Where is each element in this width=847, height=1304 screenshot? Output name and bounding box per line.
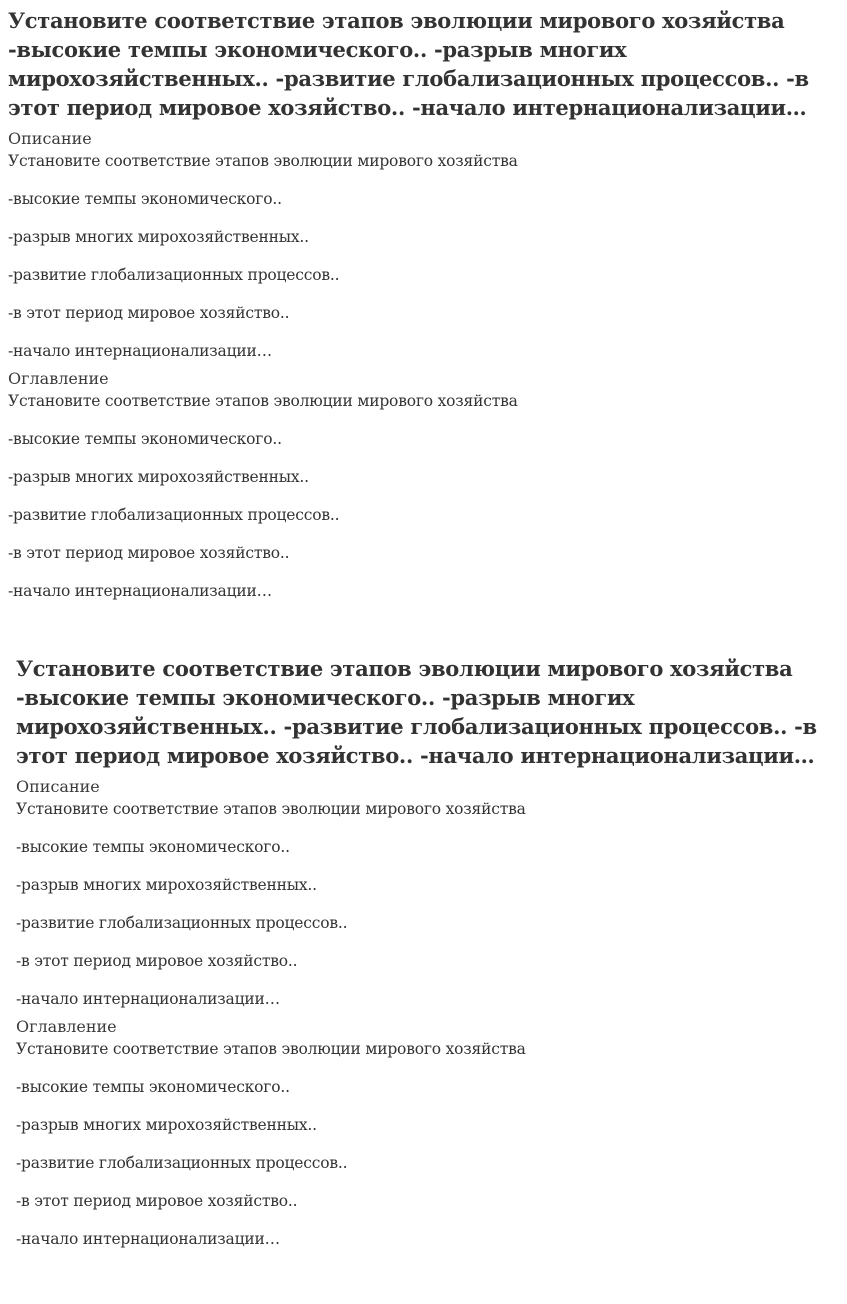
description-line: -начало интернационализации… (8, 342, 272, 360)
description-label: Описание (8, 129, 92, 148)
description-line: -разрыв многих мирохозяйственных.. (8, 228, 309, 246)
toc-item: -начало интернационализации… (16, 1230, 280, 1248)
toc-item: -высокие темпы экономического.. (16, 1078, 290, 1096)
description-line: -высокие темпы экономического.. (8, 190, 282, 208)
description-line: -в этот период мировое хозяйство.. (8, 304, 290, 322)
description-line: -разрыв многих мирохозяйственных.. (16, 876, 317, 894)
toc-item: -разрыв многих мирохозяйственных.. (16, 1116, 317, 1134)
description-line: Установите соответствие этапов эволюции мирового хозяйства (8, 152, 518, 170)
description-line: -развитие глобализационных процессов.. (16, 914, 348, 932)
content-block-1 (0, 6, 847, 602)
page-title: Установите соответствие этапов эволюции мирового хозяйства -высокие темпы экономического.. -разрыв многих мирохозяйственных.. -развитие глобализационных процессов.. -в этот период мировое хозяйство.. -начало интернационализации… (8, 8, 809, 120)
toc-item: Установите соответствие этапов эволюции мирового хозяйства (8, 392, 518, 410)
description-line: Установите соответствие этапов эволюции мирового хозяйства (16, 800, 526, 818)
toc-item: -в этот период мировое хозяйство.. (16, 1192, 298, 1210)
description-line: -развитие глобализационных процессов.. (8, 266, 340, 284)
description-label: Описание (16, 777, 100, 796)
page-title: Установите соответствие этапов эволюции мирового хозяйства -высокие темпы экономического.. -разрыв многих мирохозяйственных.. -развитие глобализационных процессов.. -в этот период мировое хозяйство.. -начало интернационализации… (16, 656, 817, 768)
description-line: -начало интернационализации… (16, 990, 280, 1008)
content-block-2 (0, 654, 847, 1250)
toc-item: Установите соответствие этапов эволюции мирового хозяйства (16, 1040, 526, 1058)
toc-item: -начало интернационализации… (8, 582, 272, 600)
toc-item: -высокие темпы экономического.. (8, 430, 282, 448)
description-line: -в этот период мировое хозяйство.. (16, 952, 298, 970)
toc-item: -разрыв многих мирохозяйственных.. (8, 468, 309, 486)
toc-label: Оглавление (16, 1017, 117, 1036)
description-line: -высокие темпы экономического.. (16, 838, 290, 856)
toc-item: -развитие глобализационных процессов.. (16, 1154, 348, 1172)
toc-item: -развитие глобализационных процессов.. (8, 506, 340, 524)
toc-item: -в этот период мировое хозяйство.. (8, 544, 290, 562)
toc-label: Оглавление (8, 369, 109, 388)
